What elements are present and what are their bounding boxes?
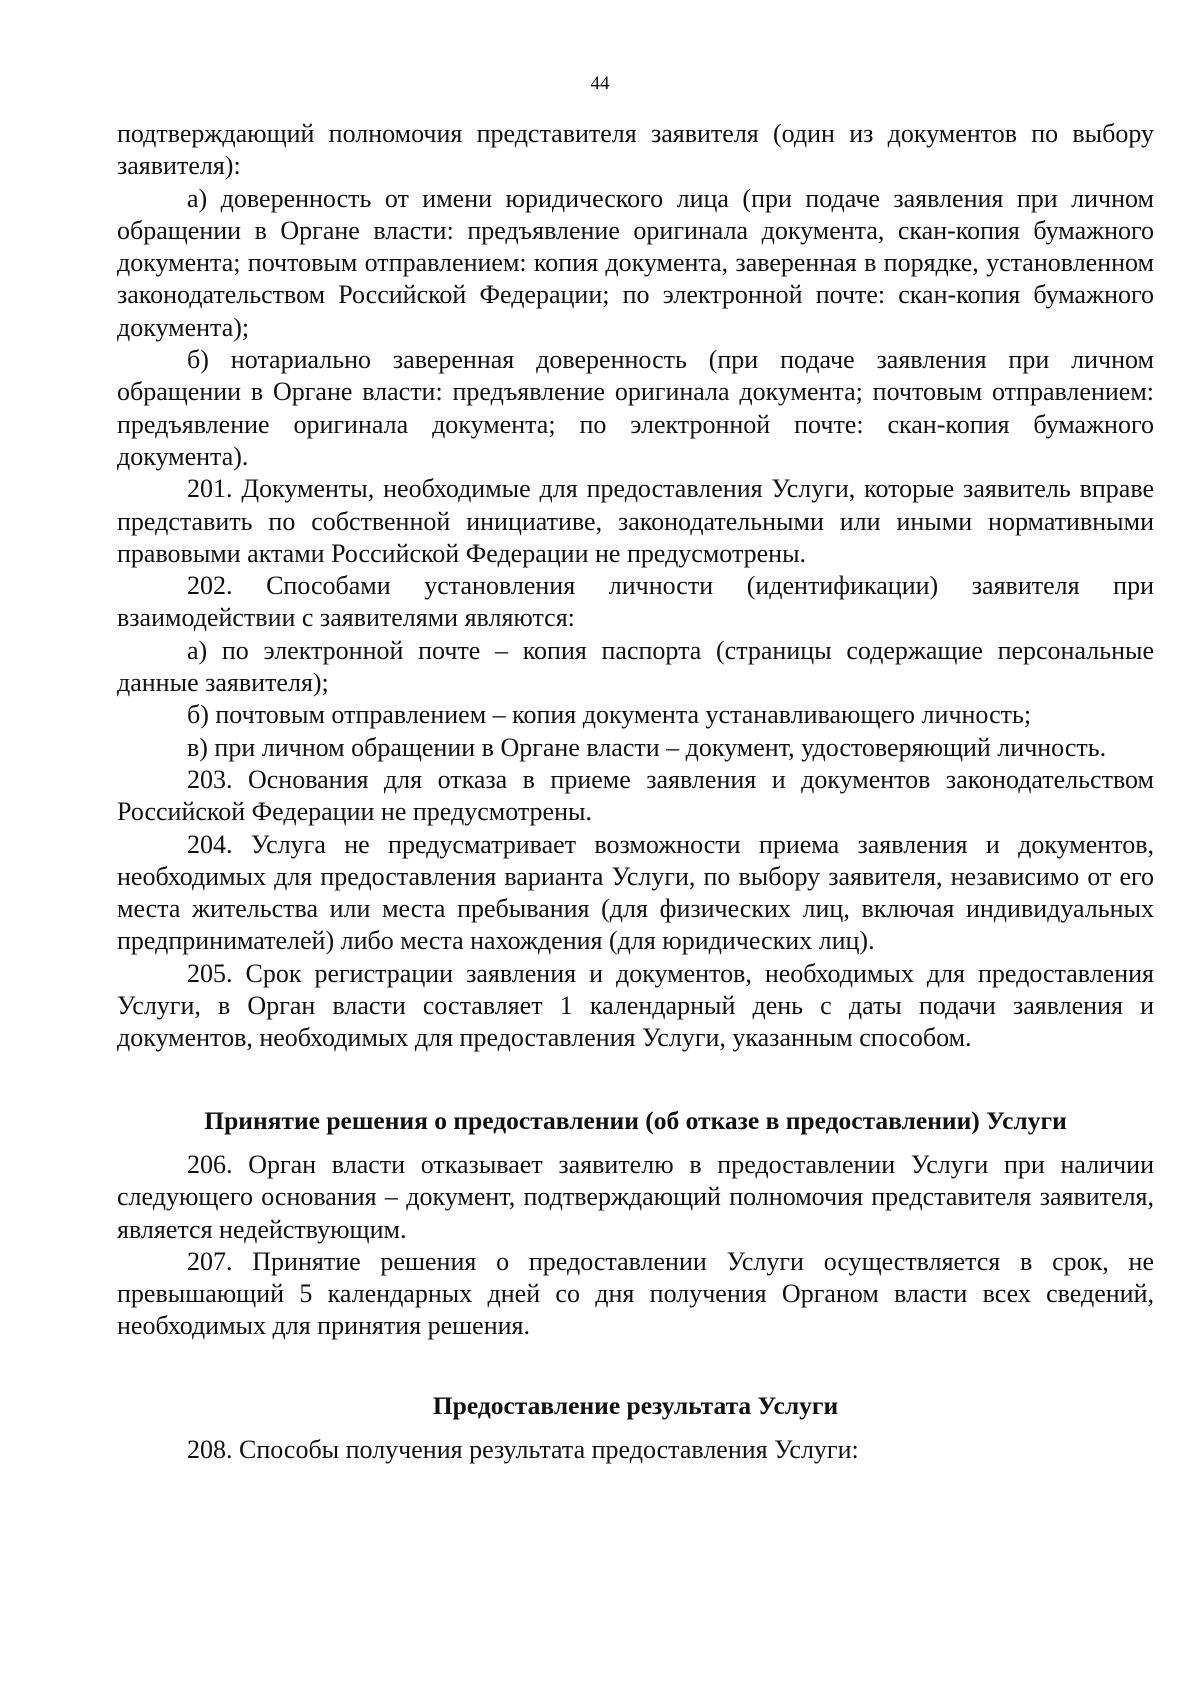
document-body	[117, 118, 1154, 1466]
paragraph-202-c: в) при личном обращении в Органе власти – документ, удостоверяющий личность.	[187, 732, 1107, 762]
paragraph-207: 207. Принятие решения о предоставлении Услуги осуществляется в срок, не превышающий 5 календарных дней со дня получения Органом власти всех сведений, необходимых для принятия решения.	[117, 1246, 1154, 1341]
paragraph-202-b: б) почтовым отправлением – копия документа устанавливающего личность;	[187, 700, 1032, 730]
paragraph-202: 202. Способами установления личности (идентификации) заявителя при взаимодействии с заявителями являются:	[117, 571, 1154, 633]
paragraph-205: 205. Срок регистрации заявления и документов, необходимых для предоставления Услуги, в Орган власти составляет 1 календарный день с даты подачи заявления и документов, необходимых для предоставления Услуги, указанным способом.	[117, 958, 1154, 1053]
page-number: 44	[590, 73, 610, 94]
paragraph-206: 206. Орган власти отказывает заявителю в предоставлении Услуги при наличии следующего основания – документ, подтверждающий полномочия представителя заявителя, является недействующим.	[117, 1149, 1154, 1244]
paragraph-item-a-power-of-attorney: а) доверенность от имени юридического лица (при подаче заявления при личном обращении в Органе власти: предъявление оригинала документа, скан-копия бумажного документа; почтовым отправлением: копия документа, заверенная в порядке, установленном законодательством Российской Федерации; по электронной почте: скан-копия бумажного документа);	[117, 183, 1154, 342]
section-gap	[117, 1343, 1154, 1390]
paragraph-204: 204. Услуга не предусматривает возможности приема заявления и документов, необходимых для предоставления варианта Услуги, по выбору заявителя, независимо от его места жительства или места пребывания (для физических лиц, включая индивидуальных предпринимателей) либо места нахождения (для юридических лиц).	[117, 829, 1154, 956]
paragraph-continuation: подтверждающий полномочия представителя заявителя (один из документов по выбору заявителя):	[117, 119, 1154, 181]
paragraph-item-b-notarized: б) нотариально заверенная доверенность (при подаче заявления при личном обращении в Органе власти: предъявление оригинала документа; почтовым отправлением: предъявление оригинала документа; по электронной почте: скан-копия бумажного документа).	[117, 345, 1154, 471]
heading-gap	[117, 1137, 1154, 1149]
paragraph-202-a: а) по электронной почте – копия паспорта (страницы содержащие персональные данные заявителя);	[117, 635, 1154, 698]
section-heading-result: Предоставление результата Услуги	[432, 1390, 839, 1420]
paragraph-201: 201. Документы, необходимые для предоставления Услуги, которые заявитель вправе представить по собственной инициативе, законодательными или иными нормативными правовыми актами Российской Федерации не предусмотрены.	[117, 474, 1154, 568]
paragraph-203: 203. Основания для отказа в приеме заявления и документов законодательством Российской Федерации не предусмотрены.	[117, 764, 1154, 827]
section-heading-decision: Принятие решения о предоставлении (об отказе в предоставлении) Услуги	[204, 1105, 1067, 1135]
heading-gap	[117, 1422, 1154, 1434]
section-gap	[117, 1055, 1154, 1105]
paragraph-208: 208. Способы получения результата предоставления Услуги:	[187, 1434, 859, 1464]
